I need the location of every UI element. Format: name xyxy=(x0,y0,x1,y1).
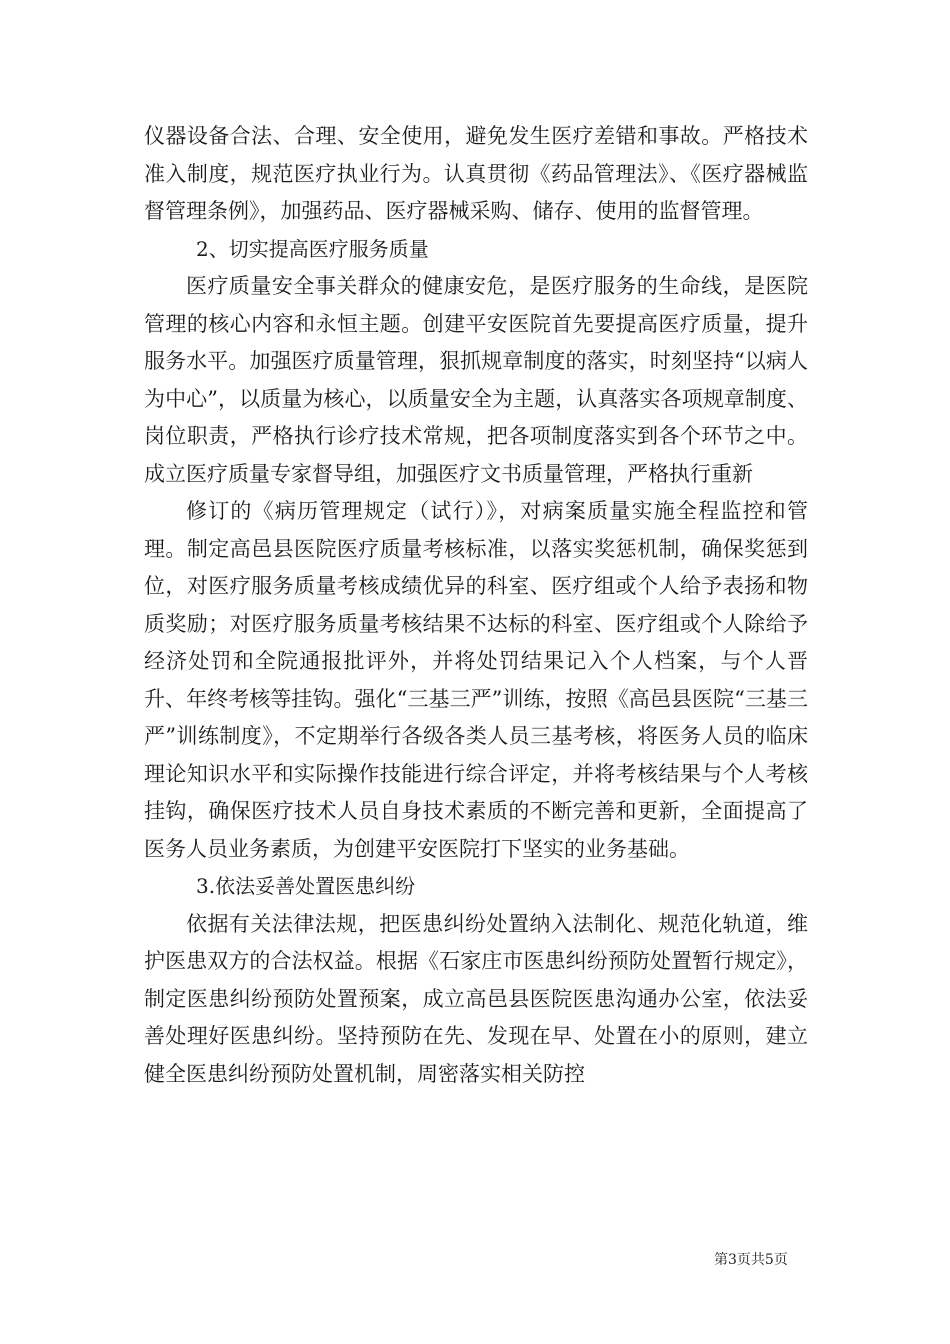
paragraph-dispute-handling: 依据有关法律法规，把医患纠纷处置纳入法制化、规范化轨道，维护医患双方的合法权益。根据《石家庄市医患纠纷预防处置暂行规定》，制定医患纠纷预防处置预案，成立高邑县医院医患沟通办公室，依法妥善处理好医患纠纷。坚持预防在先、发现在早、处置在小的原则，建立健全医患纠纷预防处置机制，周密落实相关防控 xyxy=(144,911,808,1086)
paragraph-continuation: 仪器设备合法、合理、安全使用，避免发生医疗差错和事故。严格技术准入制度，规范医疗执业行为。认真贯彻《药品管理法》、《医疗器械监督管理条例》，加强药品、医疗器械采购、储存、使用的监督管理。 xyxy=(144,124,808,223)
page-number-footer: 第3页共5页 xyxy=(714,1252,788,1268)
document-body xyxy=(144,118,808,1093)
section-heading-2: 2、切实提高医疗服务质量 xyxy=(196,236,429,261)
section-heading-3: 3.依法妥善处置医患纠纷 xyxy=(196,874,416,898)
paragraph-medical-quality: 医疗质量安全事关群众的健康安危，是医疗服务的生命线，是医院管理的核心内容和永恒主题。创建平安医院首先要提高医疗质量，提升服务水平。加强医疗质量管理，狠抓规章制度的落实，时刻坚持“以病人为中心”，以质量为核心，以质量安全为主题，认真落实各项规章制度、岗位职责，严格执行诊疗技术常规，把各项制度落实到各个环节之中。成立医疗质量专家督导组，加强医疗文书质量管理，严格执行重新 xyxy=(144,274,808,486)
paragraph-medical-records: 修订的《病历管理规定（试行）》，对病案质量实施全程监控和管理。制定高邑县医院医疗质量考核标准，以落实奖惩机制，确保奖惩到位，对医疗服务质量考核成绩优异的科室、医疗组或个人给予表扬和物质奖励；对医疗服务质量考核结果不达标的科室、医疗组或个人除给予经济处罚和全院通报批评外，并将处罚结果记入个人档案，与个人晋升、年终考核等挂钩。强化“三基三严”训练，按照《高邑县医院“三基三严”训练制度》，不定期举行各级各类人员三基考核，将医务人员的临床理论知识水平和实际操作技能进行综合评定，并将考核结果与个人考核挂钩，确保医疗技术人员自身技术素质的不断完善和更新，全面提高了医务人员业务素质，为创建平安医院打下坚实的业务基础。 xyxy=(144,499,808,861)
